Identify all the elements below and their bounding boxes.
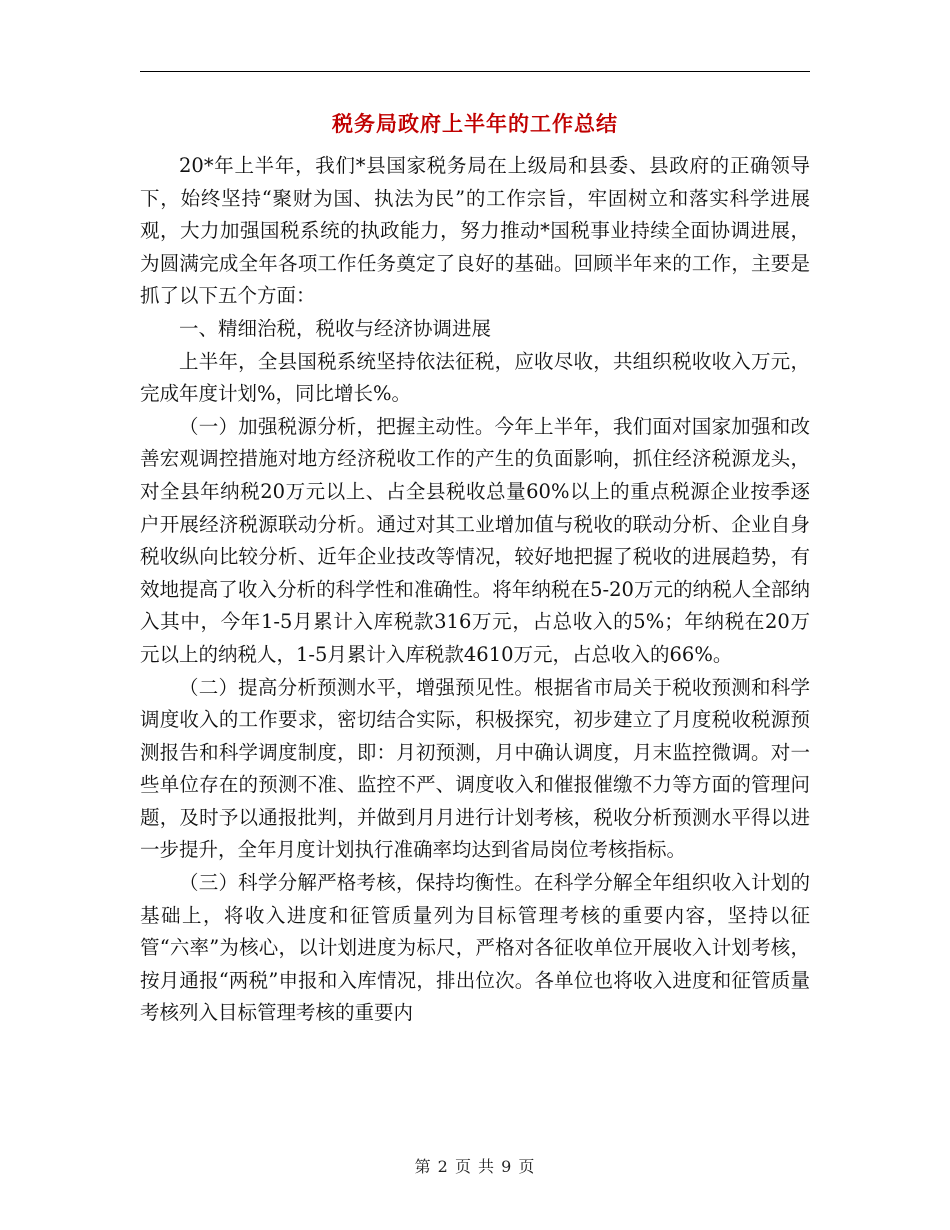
document-body [140, 150, 810, 1030]
paragraph-item-3: （三）科学分解严格考核，保持均衡性。在科学分解全年组织收入计划的基础上，将收入进度和征管质量列为目标管理考核的重要内容，坚持以征管“六率”为核心，以计划进度为标尺，严格对各征收单位开展收入计划考核，按月通报“两税”申报和入库情况，排出位次。各单位也将收入进度和征管质量考核列入目标管理考核的重要内 [140, 871, 810, 1025]
paragraph-item-1: （一）加强税源分析，把握主动性。今年上半年，我们面对国家加强和改善宏观调控措施对地方经济税收工作的产生的负面影响，抓住经济税源龙头，对全县年纳税20万元以上、占全县税收总量60%以上的重点税源企业按季逐户开展经济税源联动分析。通过对其工业增加值与税收的联动分析、企业自身税收纵向比较分析、近年企业技改等情况，较好地把握了税收的进展趋势，有效地提高了收入分析的科学性和准确性。将年纳税在5-20万元的纳税人全部纳入其中，今年1-5月累计入库税款316万元，占总收入的5%；年纳税在20万元以上的纳税人，1-5月累计入库税款4610万元，占总收入的66%。 [140, 414, 810, 666]
paragraph-item-2: （二）提高分析预测水平，增强预见性。根据省市局关于税收预测和科学调度收入的工作要求，密切结合实际，积极探究，初步建立了月度税收税源预测报告和科学调度制度，即：月初预测，月中确认调度，月末监控微调。对一些单位存在的预测不准、监控不严、调度收入和催报催缴不力等方面的管理问题，及时予以通报批判，并做到月月进行计划考核，税收分析预测水平得以进一步提升，全年月度计划执行准确率均达到省局岗位考核指标。 [140, 675, 810, 862]
paragraph-intro: 20*年上半年，我们*县国家税务局在上级局和县委、县政府的正确领导下，始终坚持“聚财为国、执法为民”的工作宗旨，牢固树立和落实科学进展观，大力加强国税系统的执政能力，努力推动*国税事业持续全面协调进展，为圆满完成全年各项工作任务奠定了良好的基础。回顾半年来的工作，主要是抓了以下五个方面： [140, 154, 810, 308]
document-title: 税务局政府上半年的工作总结 [332, 112, 618, 136]
header-rule [140, 71, 810, 72]
paragraph-revenue-summary: 上半年，全县国税系统坚持依法征税，应收尽收，共组织税收收入万元，完成年度计划%，同比增长%。 [140, 349, 810, 406]
page-number: 第 2 页 共 9 页 [414, 1157, 536, 1176]
section-heading-1: 一、精细治税，税收与经济协调进展 [179, 316, 492, 340]
